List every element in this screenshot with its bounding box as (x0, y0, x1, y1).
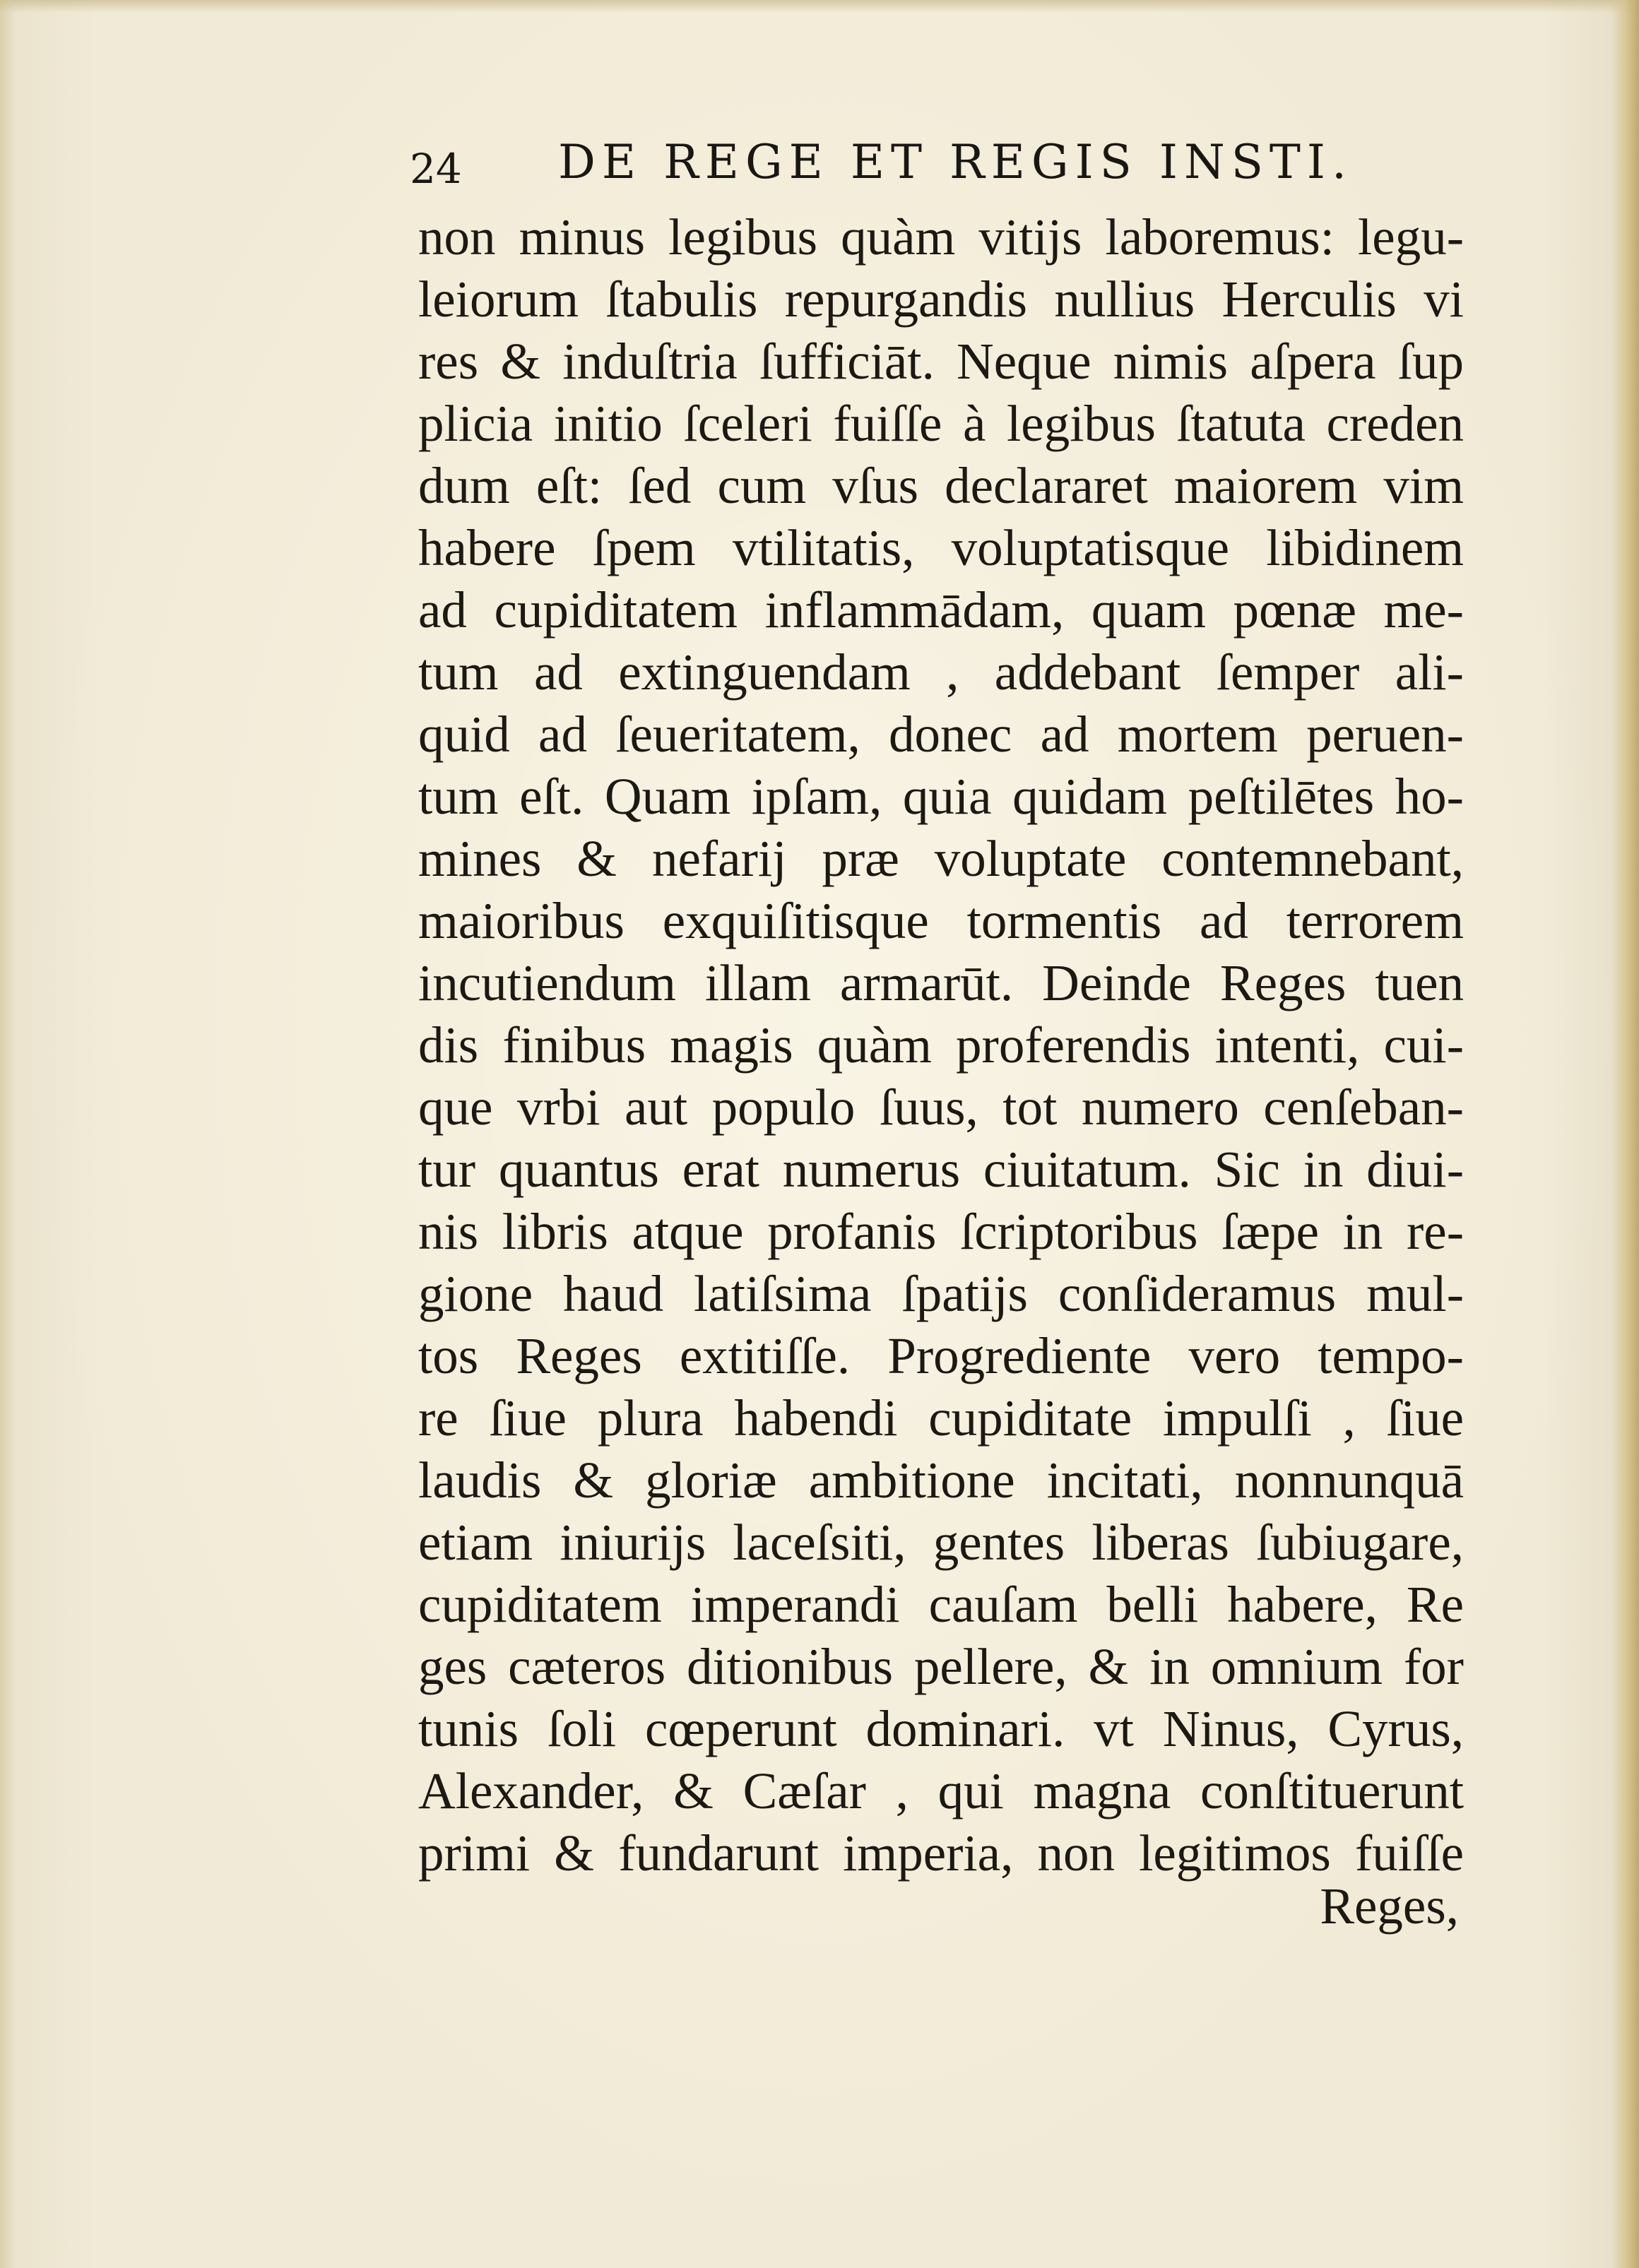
page-edge-right (1611, 0, 1639, 2268)
text-line: tos Reges extitiſſe. Progrediente vero tempo- (418, 1327, 1464, 1384)
text-line: res & induſtria ſufficiāt. Neque nimis aſpera ſup (418, 333, 1464, 390)
text-line: nis libris atque profanis ſcriptoribus ſæpe in re- (418, 1203, 1464, 1260)
page-edge-left (0, 0, 16, 2268)
text-line: re ſiue plura habendi cupiditate impulſi , ſiue (418, 1389, 1464, 1447)
text-line: laudis & gloriæ ambitione incitati, nonnunquā (418, 1451, 1464, 1509)
text-line: ges cæteros ditionibus pellere, & in omnium for (418, 1638, 1464, 1695)
running-head (410, 134, 1356, 198)
running-title: DE REGE ET REGIS INSTI. (558, 135, 1353, 189)
text-line: mines & nefarij præ voluptate contemnebant, (418, 830, 1464, 887)
text-line: maioribus exquiſitisque tormentis ad terrorem (418, 892, 1464, 949)
text-line: ad cupiditatem inflammādam, quam pœnæ me- (418, 581, 1464, 639)
text-line: tum ad extinguendam , addebant ſemper ali- (418, 643, 1464, 701)
text-line: Alexander, & Cæſar , qui magna conſtituerunt (418, 1762, 1464, 1819)
page-number: 24 (410, 145, 462, 193)
text-line: tunis ſoli cœperunt dominari. vt Ninus, Cyrus, (418, 1700, 1464, 1757)
text-line: tum eſt. Quam ipſam, quia quidam peſtilētes ho- (418, 768, 1464, 825)
text-line: tur quantus erat numerus ciuitatum. Sic in diui- (418, 1141, 1464, 1198)
page-edge-top (0, 0, 1639, 13)
text-line: etiam iniurijs laceſsiti, gentes liberas ſubiugare, (418, 1514, 1464, 1571)
text-line: dum eſt: ſed cum vſus declararet maiorem vim (418, 457, 1464, 514)
text-line: que vrbi aut populo ſuus, tot numero cenſeban- (418, 1079, 1464, 1136)
text-line: quid ad ſeueritatem, donec ad mortem peruen- (418, 706, 1464, 763)
text-line: primi & fundarunt imperia, non legitimos fuiſſe (418, 1824, 1464, 1882)
catchword: Reges, (1320, 1877, 1459, 1935)
text-line: cupiditatem imperandi cauſam belli habere, Re (418, 1576, 1464, 1633)
text-line: dis finibus magis quàm proferendis intenti, cui- (418, 1016, 1464, 1074)
text-line: habere ſpem vtilitatis, voluptatisque libidinem (418, 519, 1464, 576)
text-line: gione haud latiſsima ſpatijs conſideramus mul- (418, 1265, 1464, 1322)
text-line: non minus legibus quàm vitijs laboremus: legu- (418, 208, 1464, 266)
text-line: plicia initio ſceleri fuiſſe à legibus ſtatuta creden (418, 395, 1464, 452)
body-text (418, 206, 1464, 1884)
text-line: incutiendum illam armarūt. Deinde Reges tuen (418, 954, 1464, 1011)
text-line: leiorum ſtabulis repurgandis nullius Herculis vi (418, 271, 1464, 328)
